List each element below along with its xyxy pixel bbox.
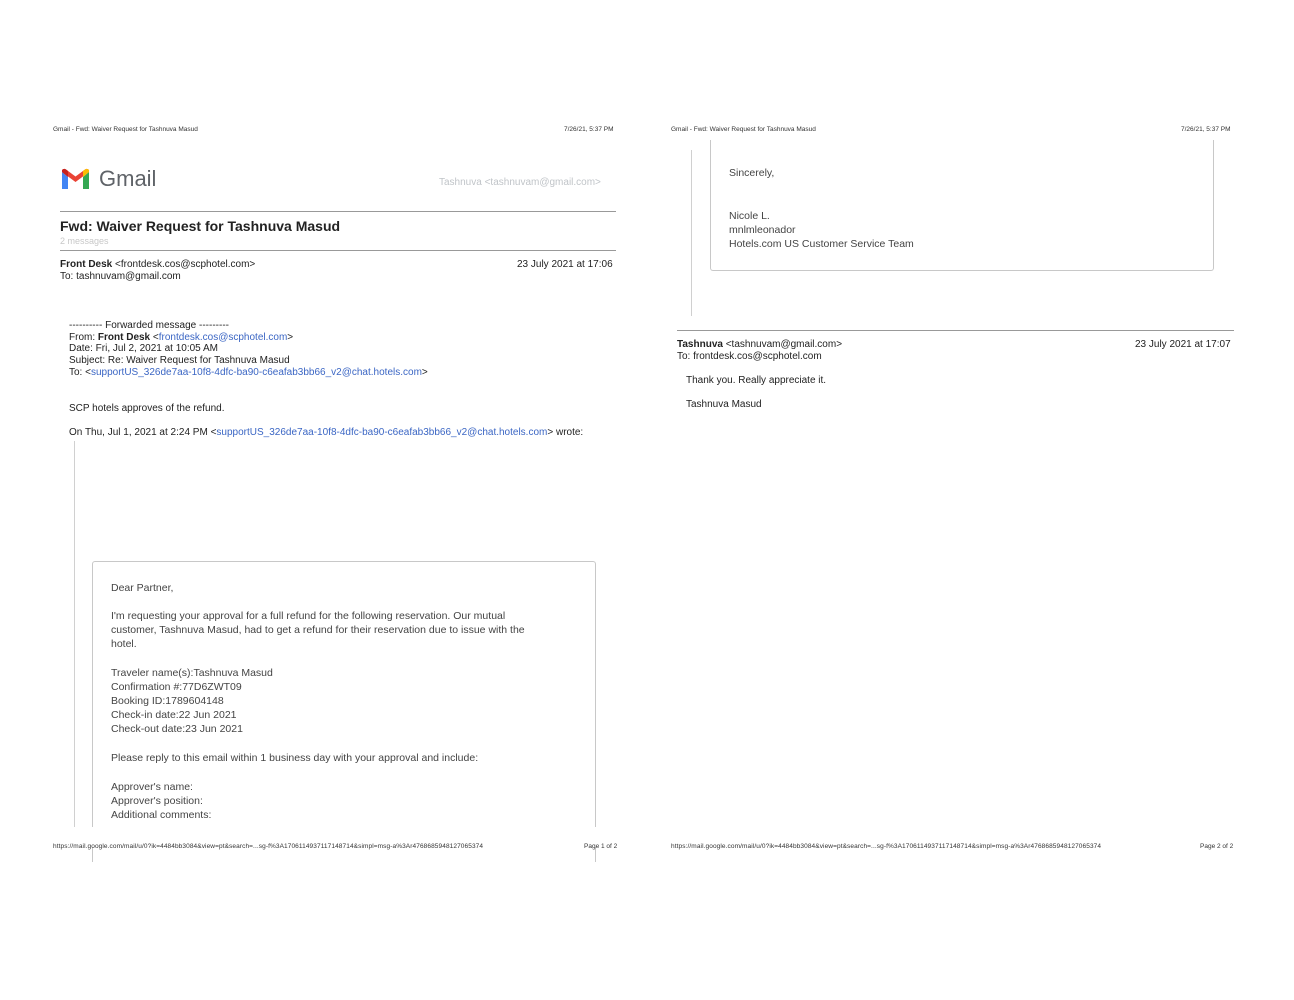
signature-username: mnlmleonador xyxy=(729,224,796,236)
additional-comments-label: Additional comments: xyxy=(111,809,212,821)
quote-email-link[interactable]: supportUS_326de7aa-10f8-4dfc-ba90-c6eafab3bb66_v2@chat.hotels.com xyxy=(216,427,548,438)
print-page-2 xyxy=(647,0,1294,1000)
closing: Sincerely, xyxy=(729,167,775,179)
quoted-message-card xyxy=(710,140,1214,271)
approval-text: SCP hotels approves of the refund. xyxy=(69,403,225,414)
divider xyxy=(677,330,1234,331)
message-recipient: To: tashnuvam@gmail.com xyxy=(60,271,181,282)
forwarded-subject: Subject: Re: Waiver Request for Tashnuva Masud xyxy=(69,355,290,366)
message-body: Thank you. Really appreciate it. xyxy=(686,375,827,386)
greeting: Dear Partner, xyxy=(111,582,174,594)
quote-bar xyxy=(691,150,692,316)
forwarded-marker: ---------- Forwarded message --------- xyxy=(69,320,229,331)
forwarded-date: Date: Fri, Jul 2, 2021 at 10:05 AM xyxy=(69,343,218,354)
print-footer-page: Page 2 of 2 xyxy=(1200,843,1234,850)
quote-bar xyxy=(74,441,75,827)
message-date: 23 July 2021 at 17:07 xyxy=(1135,339,1231,350)
signature-team: Hotels.com US Customer Service Team xyxy=(729,238,914,250)
forwarded-to: To: <supportUS_326de7aa-10f8-4dfc-ba90-c6eafab3bb66_v2@chat.hotels.com> xyxy=(69,367,428,378)
quote-attribution: On Thu, Jul 1, 2021 at 2:24 PM <supportUS_326de7aa-10f8-4dfc-ba90-c6eafab3bb66_v2@chat.hotels.com> wrote: xyxy=(69,427,584,438)
forwarded-from-email-link[interactable]: frontdesk.cos@scphotel.com xyxy=(158,332,288,343)
booking-id: Booking ID:1789604148 xyxy=(111,695,224,707)
body-paragraph-line: customer, Tashnuva Masud, had to get a refund for their reservation due to issue with the xyxy=(111,624,525,636)
confirmation-number: Confirmation #:77D6ZWT09 xyxy=(111,681,242,693)
message-signature: Tashnuva Masud xyxy=(686,399,762,410)
gmail-logo xyxy=(60,167,156,191)
divider xyxy=(60,211,616,212)
check-out-date: Check-out date:23 Jun 2021 xyxy=(111,723,243,735)
message-recipient: To: frontdesk.cos@scphotel.com xyxy=(677,351,822,362)
message-date: 23 July 2021 at 17:06 xyxy=(517,259,613,270)
sender-email: frontdesk.cos@scphotel.com xyxy=(120,259,250,270)
reply-request: Please reply to this email within 1 business day with your approval and include: xyxy=(111,752,479,764)
sender-name: Tashnuva xyxy=(677,339,723,350)
print-footer-url: https://mail.google.com/mail/u/0?ik=4484bb3084&view=pt&search=...sg-f%3A1706114937117148714&simpl=msg-a%3Ar4768685948127065374 xyxy=(53,843,484,850)
approver-name-label: Approver's name: xyxy=(111,781,193,793)
sender-name: Front Desk xyxy=(60,259,113,270)
body-paragraph-line: hotel. xyxy=(111,638,137,650)
signature-name: Nicole L. xyxy=(729,210,770,222)
check-in-date: Check-in date:22 Jun 2021 xyxy=(111,709,237,721)
body-paragraph-line: I'm requesting your approval for a full refund for the following reservation. Our mutual xyxy=(111,610,506,622)
print-header-title: Gmail - Fwd: Waiver Request for Tashnuva Masud xyxy=(53,126,198,133)
print-header-title: Gmail - Fwd: Waiver Request for Tashnuva Masud xyxy=(671,126,816,133)
message-count: 2 messages xyxy=(60,236,109,246)
print-footer-url: https://mail.google.com/mail/u/0?ik=4484bb3084&view=pt&search=...sg-f%3A1706114937117148714&simpl=msg-a%3Ar4768685948127065374 xyxy=(671,843,1102,850)
print-header-datetime: 7/26/21, 5:37 PM xyxy=(564,126,614,133)
sender-email: <tashnuvam@gmail.com> xyxy=(722,339,843,350)
message-sender: Front Desk <frontdesk.cos@scphotel.com> xyxy=(60,259,256,270)
approver-position-label: Approver's position: xyxy=(111,795,203,807)
divider xyxy=(60,250,616,251)
forwarded-from: From: Front Desk <frontdesk.cos@scphotel.com> xyxy=(69,332,294,343)
forwarded-to-email-link[interactable]: supportUS_326de7aa-10f8-4dfc-ba90-c6eafab3bb66_v2@chat.hotels.com xyxy=(90,367,422,378)
traveler-name: Traveler name(s):Tashnuva Masud xyxy=(111,667,273,679)
print-footer-page: Page 1 of 2 xyxy=(584,843,618,850)
gmail-m-icon xyxy=(60,167,91,191)
thread-subject: Fwd: Waiver Request for Tashnuva Masud xyxy=(60,218,341,234)
print-header-datetime: 7/26/21, 5:37 PM xyxy=(1181,126,1231,133)
account-label: Tashnuva <tashnuvam@gmail.com> xyxy=(439,177,601,188)
message-sender xyxy=(677,339,842,351)
gmail-wordmark: Gmail xyxy=(99,166,157,191)
